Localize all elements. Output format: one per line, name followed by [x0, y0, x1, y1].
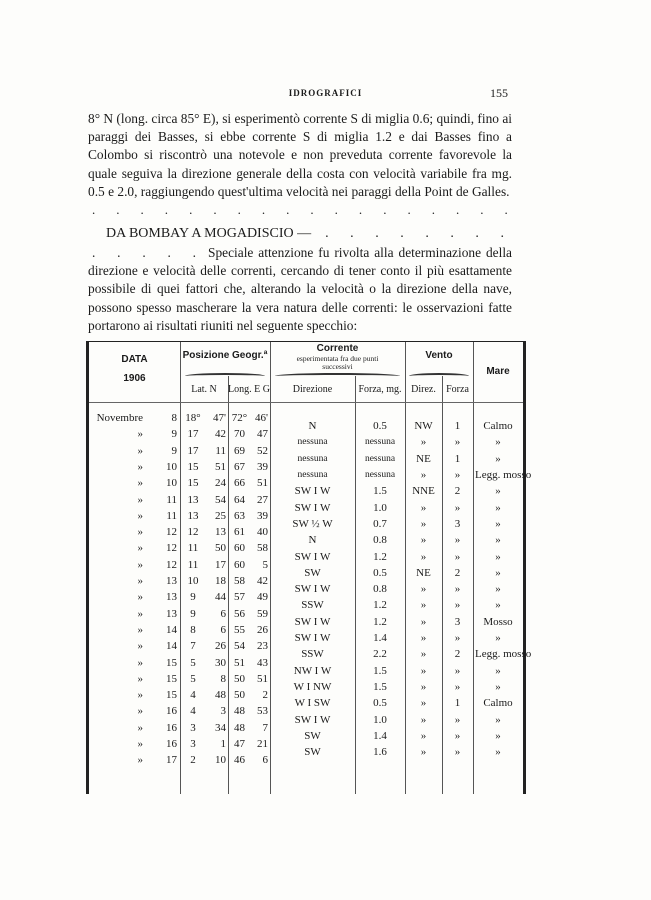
- observation-forza-mg: 1.0: [373, 713, 387, 726]
- position-lat-deg: 4: [190, 705, 196, 718]
- observation-forza-mg: nessuna: [364, 470, 396, 481]
- position-long-deg: 72°: [231, 412, 248, 425]
- ellipsis-divider: . . . . . . . . . . . . . . . . . .: [92, 202, 508, 218]
- position-lat-min: 3: [220, 705, 226, 718]
- position-lat-min: 6: [220, 623, 226, 636]
- position-lat-min: 34: [215, 721, 226, 734]
- header-posizione: Posizione Geogr.ª: [182, 350, 268, 362]
- observation-vento-forza: 3: [454, 615, 461, 628]
- position-long-min: 6: [262, 754, 268, 767]
- position-long-min: 5: [262, 558, 268, 571]
- observation-vento-direz: »: [420, 583, 427, 596]
- observation-forza-mg: 0.8: [373, 534, 387, 547]
- column-divider: [405, 342, 406, 794]
- observation-vento-direz: »: [420, 632, 427, 645]
- observation-mare: Legg. mosso: [475, 469, 532, 482]
- position-lat-deg: 18°: [185, 412, 201, 425]
- observation-direzione: SW: [304, 729, 321, 742]
- observation-forza-mg: 1.5: [373, 664, 387, 677]
- observation-vento-forza: 2: [454, 648, 461, 661]
- section-heading-row: [88, 225, 512, 243]
- observation-forza-mg: 0.5: [373, 420, 387, 433]
- position-long-min: 23: [257, 640, 268, 653]
- position-long-deg: 50: [234, 672, 245, 685]
- position-date-month: »: [137, 721, 143, 734]
- header-rule: [89, 402, 523, 403]
- observation-vento-direz: »: [420, 550, 427, 563]
- position-long-min: 21: [257, 738, 268, 751]
- position-lat-deg: 15: [187, 460, 199, 473]
- observation-mare: »: [495, 566, 501, 579]
- position-long-deg: 57: [234, 591, 245, 604]
- column-divider: [180, 342, 181, 794]
- position-date-month: »: [137, 526, 143, 539]
- observation-vento-forza: »: [454, 713, 461, 726]
- observation-vento-forza: »: [454, 632, 461, 645]
- observation-forza-mg: 1.0: [373, 501, 387, 514]
- position-long-deg: 66: [234, 477, 245, 490]
- position-date-day: 11: [166, 509, 177, 522]
- position-lat-min: 44: [215, 591, 226, 604]
- brace: [275, 373, 400, 379]
- observation-vento-forza: 3: [454, 517, 461, 530]
- header-direzione: Direzione: [292, 384, 333, 396]
- position-date-day: 11: [166, 493, 177, 506]
- position-lat-min: 51: [215, 460, 226, 473]
- observation-vento-forza: »: [454, 680, 461, 693]
- position-long-deg: 55: [234, 623, 245, 636]
- position-date-day: 9: [171, 444, 177, 457]
- observation-mare: »: [495, 746, 501, 759]
- position-date-day: 16: [166, 738, 177, 751]
- observation-direzione: SW I W: [294, 550, 331, 563]
- position-long-min: 59: [257, 607, 268, 620]
- position-long-deg: 69: [234, 444, 245, 457]
- position-long-deg: 63: [234, 509, 245, 522]
- position-lat-deg: 8: [190, 623, 196, 636]
- observation-forza-mg: 0.7: [373, 517, 387, 530]
- position-date-day: 8: [171, 412, 177, 425]
- position-lat-min: 10: [215, 754, 226, 767]
- observation-vento-direz: »: [420, 729, 427, 742]
- position-lat-min: 54: [215, 493, 226, 506]
- position-lat-min: 48: [215, 689, 226, 702]
- observation-vento-forza: »: [454, 583, 461, 596]
- position-lat-min: 50: [215, 542, 226, 555]
- position-lat-min: 25: [215, 509, 226, 522]
- position-long-min: 58: [257, 542, 268, 555]
- position-lat-deg: 9: [190, 607, 196, 620]
- observation-vento-forza: 2: [454, 485, 461, 498]
- position-lat-deg: 11: [187, 558, 199, 571]
- position-date-day: 14: [166, 623, 177, 636]
- position-long-min: 39: [257, 509, 268, 522]
- observation-vento-forza: »: [454, 469, 461, 482]
- position-long-deg: 56: [234, 607, 245, 620]
- position-long-min: 51: [257, 672, 268, 685]
- observation-forza-mg: 1.2: [373, 550, 387, 563]
- observation-mare: »: [495, 680, 501, 693]
- observation-mare: »: [495, 599, 501, 612]
- observation-mare: »: [495, 452, 501, 465]
- position-lat-min: 1: [220, 738, 226, 751]
- position-date-day: 15: [166, 656, 177, 669]
- observation-direzione: SW: [304, 566, 321, 579]
- header-forza-mg: Forza, mg.: [358, 384, 402, 396]
- position-lat-min: 47': [213, 412, 226, 425]
- position-long-deg: 60: [234, 542, 245, 555]
- observation-mare: »: [495, 501, 501, 514]
- observation-vento-direz: »: [420, 713, 427, 726]
- observation-vento-direz: »: [420, 501, 427, 514]
- position-long-min: 51: [257, 477, 268, 490]
- position-lat-min: 6: [220, 607, 226, 620]
- position-date-day: 13: [166, 591, 177, 604]
- column-divider: [355, 376, 356, 794]
- observation-forza-mg: 2.2: [373, 648, 387, 661]
- currents-table: [86, 341, 532, 794]
- observation-vento-forza: »: [454, 436, 461, 449]
- paragraph-2-block: [88, 244, 512, 335]
- header-corrente: Corrente: [316, 343, 359, 355]
- position-date-day: 13: [166, 607, 177, 620]
- position-long-deg: 64: [234, 493, 245, 506]
- position-long-min: 27: [257, 493, 268, 506]
- observation-mare: Mosso: [483, 615, 513, 628]
- position-lat-deg: 15: [187, 477, 199, 490]
- observation-mare: »: [495, 664, 501, 677]
- position-date-month: »: [137, 493, 143, 506]
- position-long-deg: 61: [234, 526, 245, 539]
- position-lat-deg: 5: [190, 672, 196, 685]
- header-vento: Vento: [425, 350, 453, 362]
- observation-vento-forza: »: [454, 664, 461, 677]
- position-lat-deg: 3: [190, 738, 196, 751]
- header-lat: Lat. N: [191, 384, 217, 396]
- position-date-day: 10: [166, 477, 177, 490]
- position-date-month: »: [137, 575, 143, 588]
- column-divider: [473, 342, 474, 794]
- position-long-min: 26: [257, 623, 268, 636]
- position-date-day: 12: [166, 542, 177, 555]
- position-date-day: 16: [166, 721, 177, 734]
- observation-vento-forza: »: [454, 746, 461, 759]
- observation-vento-direz: »: [420, 436, 427, 449]
- position-long-min: 52: [257, 444, 268, 457]
- position-long-deg: 50: [234, 689, 245, 702]
- position-lat-deg: 5: [190, 656, 196, 669]
- position-lat-deg: 17: [187, 444, 199, 457]
- observation-mare: »: [495, 485, 501, 498]
- position-date-month: »: [137, 591, 143, 604]
- observation-vento-forza: »: [454, 501, 461, 514]
- position-date-month: »: [137, 656, 143, 669]
- observation-forza-mg: nessuna: [364, 437, 396, 448]
- observation-mare: Legg. mosso: [475, 648, 532, 661]
- observation-forza-mg: 0.5: [373, 566, 387, 579]
- observation-direzione: N: [308, 534, 317, 547]
- header-forza: Forza: [446, 384, 469, 396]
- paragraph-dots: . . . . .: [92, 245, 196, 261]
- observation-direzione: W I SW: [294, 697, 331, 710]
- position-lat-min: 26: [215, 640, 226, 653]
- observation-vento-direz: »: [420, 534, 427, 547]
- position-long-min: 39: [257, 460, 268, 473]
- position-long-min: 53: [257, 705, 268, 718]
- observation-vento-direz: »: [420, 648, 427, 661]
- position-long-min: 42: [257, 575, 268, 588]
- observation-direzione: NW I W: [293, 664, 332, 677]
- position-long-min: 46': [255, 412, 268, 425]
- observation-mare: »: [495, 436, 501, 449]
- position-date-day: 12: [166, 526, 177, 539]
- paragraph-2: Speciale attenzione fu rivolta alla determinazione della direzione e velocità delle correnti, cercando di tener conto il più esattamente possibile di quei fattori che, alterando la velocità o la direzione della nave, possono spesso mascherare la vera natura delle correnti: le osservazioni fatte portarono ai risultati riuniti nel seguente specchio:: [88, 245, 512, 333]
- header-corrente-sub: esperimentata fra due punti successivi: [296, 354, 379, 372]
- observation-vento-forza: 1: [454, 697, 461, 710]
- column-divider: [442, 376, 443, 794]
- observation-vento-forza: »: [454, 599, 461, 612]
- observation-direzione: SW I W: [294, 713, 331, 726]
- position-long-min: 2: [262, 689, 268, 702]
- page-number: 155: [490, 86, 508, 100]
- observation-mare: »: [495, 713, 501, 726]
- position-date-day: 17: [166, 754, 177, 767]
- section-heading: DA BOMBAY A MOGADISCIO —: [106, 226, 312, 242]
- observation-vento-forza: 2: [454, 566, 461, 579]
- position-lat-deg: 17: [187, 428, 199, 441]
- observation-mare: »: [495, 583, 501, 596]
- heading-dots: . . . . . . . .: [325, 226, 504, 242]
- position-date-month: »: [137, 640, 143, 653]
- observation-vento-direz: NW: [414, 420, 433, 433]
- position-lat-deg: 11: [187, 542, 199, 555]
- observation-direzione: SW ½ W: [292, 517, 333, 530]
- position-lat-min: 18: [215, 575, 226, 588]
- position-long-deg: 60: [234, 558, 245, 571]
- observation-forza-mg: 1.4: [373, 632, 387, 645]
- observation-direzione: SW I W: [294, 583, 331, 596]
- observation-vento-direz: »: [420, 517, 427, 530]
- paragraph-1: 8° N (long. circa 85° E), si esperimentò corrente S di miglia 0.6; quindi, fino ai paraggi dei Basses, si ebbe corrente S di miglia 1.2 e dai Basses fino a Colombo si riscontrò una notevole e non preveduta corrente favorevole la quale seguiva la direzione generale della costa con velocità variabile fra mg. 0.5 e 2.0, raggiungendo quest'ultima velocità nei paraggi della Point de Galles.: [88, 111, 512, 199]
- observation-vento-forza: »: [454, 534, 461, 547]
- position-lat-deg: 7: [190, 640, 196, 653]
- position-long-min: 43: [257, 656, 268, 669]
- position-long-deg: 54: [234, 640, 245, 653]
- header-year: 1906: [123, 373, 146, 385]
- observation-direzione: SW I W: [294, 501, 331, 514]
- position-date-day: 10: [166, 460, 177, 473]
- position-date-day: 14: [166, 640, 177, 653]
- position-date-month: »: [137, 509, 143, 522]
- observation-forza-mg: 0.8: [373, 583, 387, 596]
- observation-direzione: SW: [304, 746, 321, 759]
- running-title: IDROGRAFICI: [288, 88, 363, 98]
- position-long-min: 49: [257, 591, 268, 604]
- observation-vento-direz: »: [420, 664, 427, 677]
- observation-forza-mg: 1.4: [373, 729, 387, 742]
- observation-direzione: SSW: [301, 648, 324, 661]
- observation-vento-direz: NNE: [412, 485, 435, 498]
- position-date-month: »: [137, 460, 143, 473]
- position-lat-min: 24: [215, 477, 226, 490]
- observation-mare: »: [495, 550, 501, 563]
- observation-forza-mg: 1.2: [373, 615, 387, 628]
- position-long-min: 40: [257, 526, 268, 539]
- position-date-day: 9: [171, 428, 177, 441]
- observation-direzione: nessuna: [297, 453, 328, 464]
- position-long-deg: 48: [234, 705, 245, 718]
- observation-forza-mg: 1.5: [373, 485, 387, 498]
- position-date-day: 12: [166, 558, 177, 571]
- observation-direzione: W I NW: [293, 680, 332, 693]
- position-lat-deg: 3: [190, 721, 196, 734]
- position-date-month: »: [137, 672, 143, 685]
- position-date-month: »: [137, 444, 143, 457]
- observation-forza-mg: 0.5: [373, 697, 387, 710]
- header-mare: Mare: [486, 366, 510, 378]
- position-lat-deg: 13: [187, 493, 199, 506]
- position-date-month: »: [137, 754, 143, 767]
- position-date-day: 15: [166, 689, 177, 702]
- position-date-month: Novembre: [96, 412, 143, 425]
- position-lat-deg: 4: [190, 689, 196, 702]
- observation-vento-forza: »: [454, 729, 461, 742]
- column-divider: [228, 376, 229, 794]
- observation-forza-mg: 1.2: [373, 599, 387, 612]
- observation-direzione: nessuna: [297, 470, 328, 481]
- position-date-month: »: [137, 607, 143, 620]
- position-lat-min: 8: [220, 672, 226, 685]
- position-long-deg: 48: [234, 721, 245, 734]
- observation-forza-mg: 1.5: [373, 680, 387, 693]
- observation-vento-direz: »: [420, 746, 427, 759]
- position-date-month: »: [137, 689, 143, 702]
- position-lat-deg: 9: [190, 591, 196, 604]
- position-date-day: 16: [166, 705, 177, 718]
- page-body: [88, 110, 532, 794]
- observation-vento-direz: »: [420, 680, 427, 693]
- position-long-min: 7: [262, 721, 268, 734]
- observation-direzione: SSW: [301, 599, 324, 612]
- observation-mare: »: [495, 729, 501, 742]
- observation-vento-direz: »: [420, 599, 427, 612]
- position-long-deg: 58: [234, 575, 245, 588]
- observation-mare: »: [495, 517, 501, 530]
- position-long-min: 47: [257, 428, 268, 441]
- position-date-day: 15: [166, 672, 177, 685]
- observation-direzione: N: [308, 420, 317, 433]
- position-lat-deg: 12: [187, 526, 199, 539]
- observation-mare: »: [495, 632, 501, 645]
- column-divider: [270, 342, 271, 794]
- position-date-month: »: [137, 477, 143, 490]
- observation-vento-direz: »: [420, 615, 427, 628]
- observation-forza-mg: nessuna: [364, 453, 396, 464]
- position-date-month: »: [137, 623, 143, 636]
- position-lat-min: 13: [215, 526, 226, 539]
- brace: [185, 373, 265, 379]
- position-date-month: »: [137, 558, 143, 571]
- observation-vento-direz: NE: [416, 566, 431, 579]
- position-lat-deg: 13: [187, 509, 199, 522]
- position-lat-min: 11: [215, 444, 226, 457]
- observation-vento-direz: »: [420, 469, 427, 482]
- observation-vento-forza: 1: [454, 420, 461, 433]
- position-date-month: »: [137, 428, 143, 441]
- position-lat-deg: 2: [190, 754, 196, 767]
- position-lat-min: 17: [215, 558, 226, 571]
- brace: [409, 373, 469, 379]
- observation-mare: »: [495, 534, 501, 547]
- position-long-deg: 47: [234, 738, 245, 751]
- observation-vento-direz: NE: [416, 452, 431, 465]
- position-lat-deg: 10: [187, 575, 199, 588]
- observation-direzione: SW I W: [294, 615, 331, 628]
- position-long-deg: 70: [234, 428, 245, 441]
- position-date-month: »: [137, 705, 143, 718]
- observation-mare: Calmo: [483, 697, 513, 710]
- header-long: Long. E G: [228, 384, 270, 396]
- observation-vento-forza: »: [454, 550, 461, 563]
- position-date-month: »: [137, 542, 143, 555]
- position-long-deg: 51: [234, 656, 245, 669]
- position-long-deg: 46: [234, 754, 245, 767]
- observation-direzione: SW I W: [294, 485, 331, 498]
- position-long-deg: 67: [234, 460, 245, 473]
- position-lat-min: 30: [215, 656, 226, 669]
- position-date-month: »: [137, 738, 143, 751]
- header-data: DATA: [121, 354, 148, 366]
- observation-mare: Calmo: [483, 420, 513, 433]
- header-direz: Direz.: [411, 384, 436, 396]
- observation-vento-forza: 1: [454, 452, 461, 465]
- observation-direzione: nessuna: [297, 437, 328, 448]
- observation-vento-direz: »: [420, 697, 427, 710]
- position-date-day: 13: [166, 575, 177, 588]
- observation-forza-mg: 1.6: [373, 746, 387, 759]
- position-lat-min: 42: [215, 428, 226, 441]
- observation-direzione: SW I W: [294, 632, 331, 645]
